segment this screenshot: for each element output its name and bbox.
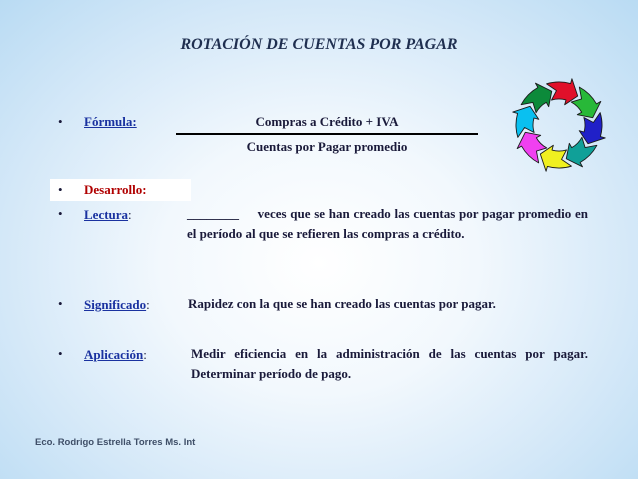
page-title: ROTACIÓN DE CUENTAS POR PAGAR xyxy=(180,36,458,53)
aplicacion-colon: : xyxy=(143,347,147,362)
lectura-label: Lectura xyxy=(84,207,129,222)
bullet-lectura: • xyxy=(58,206,63,221)
lectura-text xyxy=(187,204,588,244)
lectura-blank: ________ xyxy=(187,206,239,221)
aplicacion-text: Medir eficiencia en la administración de las cuentas por pagar. Determinar período de pago. xyxy=(191,346,588,381)
cycle-arrows-icon xyxy=(508,74,610,176)
bullet-significado: • xyxy=(58,296,63,311)
significado-text: Rapidez con la que se han creado las cuentas por pagar. xyxy=(188,296,496,311)
desarrollo-label: Desarrollo: xyxy=(84,182,147,197)
lectura-body: veces que se han creado las cuentas por pagar promedio en el período al que se refieren las compras a crédito. xyxy=(187,206,588,241)
lectura-colon: : xyxy=(128,207,132,222)
bullet-aplicacion: • xyxy=(58,346,63,361)
significado-colon: : xyxy=(146,297,150,312)
formula-numerator: Compras a Crédito + IVA xyxy=(255,114,399,129)
author-footer: Eco. Rodrigo Estrella Torres Ms. Int xyxy=(35,437,196,448)
bullet-formula: • xyxy=(58,114,63,129)
aplicacion-label: Aplicación xyxy=(84,347,144,362)
formula-label: Fórmula: xyxy=(84,114,137,129)
fraction-line xyxy=(176,133,478,135)
formula-denominator: Cuentas por Pagar promedio xyxy=(246,139,408,154)
significado-label: Significado xyxy=(84,297,147,312)
bullet-desarrollo: • xyxy=(58,182,63,197)
